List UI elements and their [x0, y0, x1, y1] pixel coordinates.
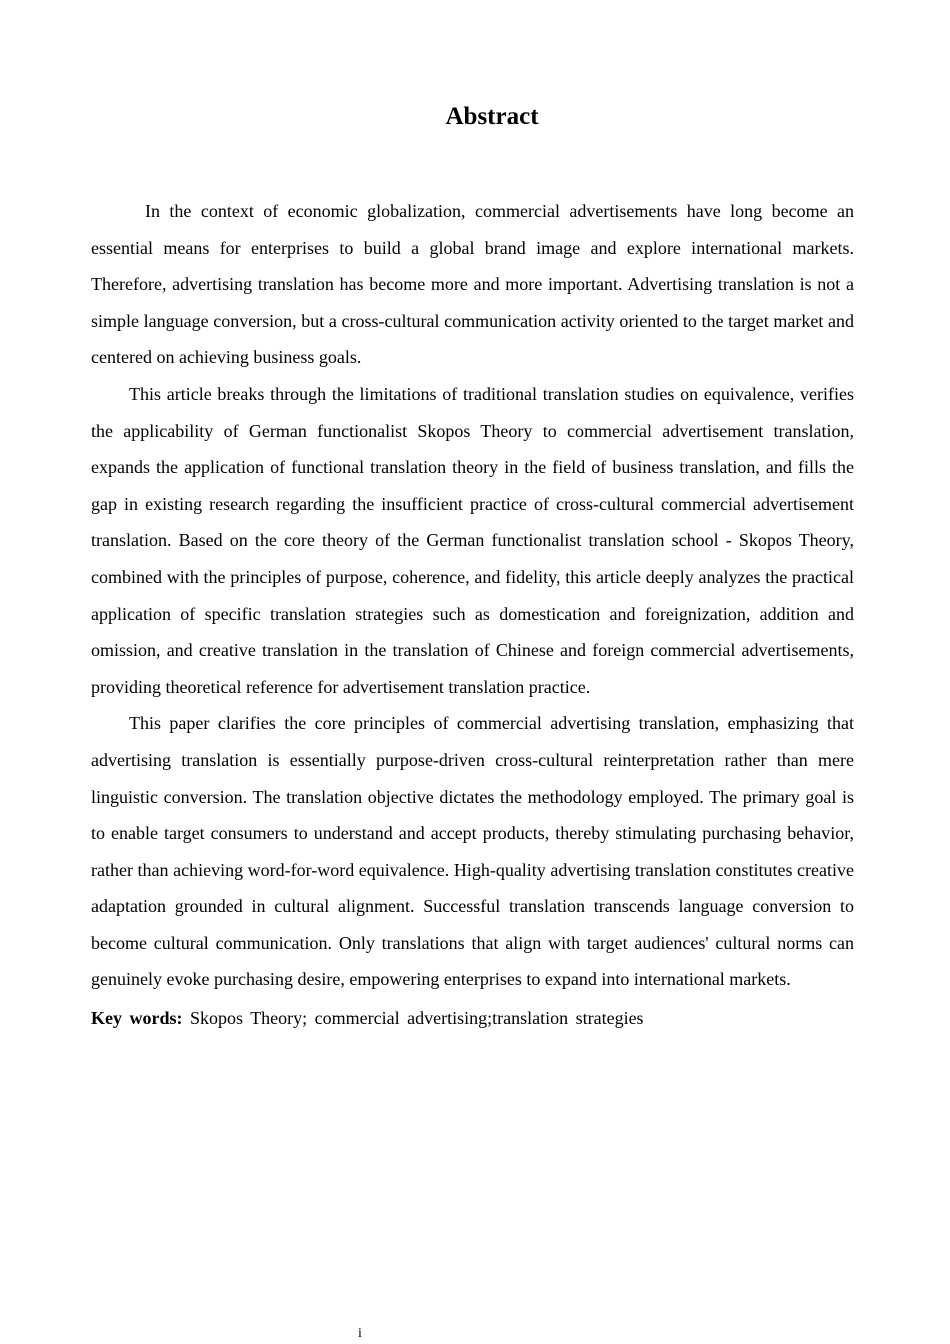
abstract-paragraph-3: This paper clarifies the core principles of commercial advertising translation, emphasizing that advertising translation is essentially purpose-driven cross-cultural reinterpretation rather than mere linguistic conversion. The translation objective dictates the methodology employed. The primary goal is to enable target consumers to understand and accept products, thereby stimulating purchasing behavior, rather than achieving word-for-word equivalence. High-quality advertising translation constitutes creative adaptation grounded in cultural alignment. Successful translation transcends language conversion to become cultural communication. Only translations that align with target audiences' cultural norms can genuinely evoke purchasing desire, empowering enterprises to expand into international markets. — [91, 713, 854, 990]
page-number: i — [358, 1326, 362, 1341]
abstract-paragraph-1: In the context of economic globalization, commercial advertisements have long become an essential means for enterprises to build a global brand image and explore international markets. Therefore, advertising translation has become more and more important. Advertising translation is not a simple language conversion, but a cross-cultural communication activity oriented to the target market and centered on achieving business goals. — [91, 201, 854, 368]
keywords-label: Key words: — [91, 1008, 183, 1029]
abstract-heading: Abstract — [445, 103, 539, 130]
abstract-body — [91, 193, 854, 1037]
keywords-line — [91, 1000, 854, 1037]
abstract-paragraph-2: This article breaks through the limitations of traditional translation studies on equivalence, verifies the applicability of German functionalist Skopos Theory to commercial advertisement translation, expands the application of functional translation theory in the field of business translation, and fills the gap in existing research regarding the insufficient practice of cross-cultural commercial advertisement translation. Based on the core theory of the German functionalist translation school - Skopos Theory, combined with the principles of purpose, coherence, and fidelity, this article deeply analyzes the practical application of specific translation strategies such as domestication and foreignization, addition and omission, and creative translation in the translation of Chinese and foreign commercial advertisements, providing theoretical reference for advertisement translation practice. — [91, 383, 854, 697]
keywords-text: Skopos Theory; commercial advertising;translation strategies — [190, 1008, 644, 1029]
